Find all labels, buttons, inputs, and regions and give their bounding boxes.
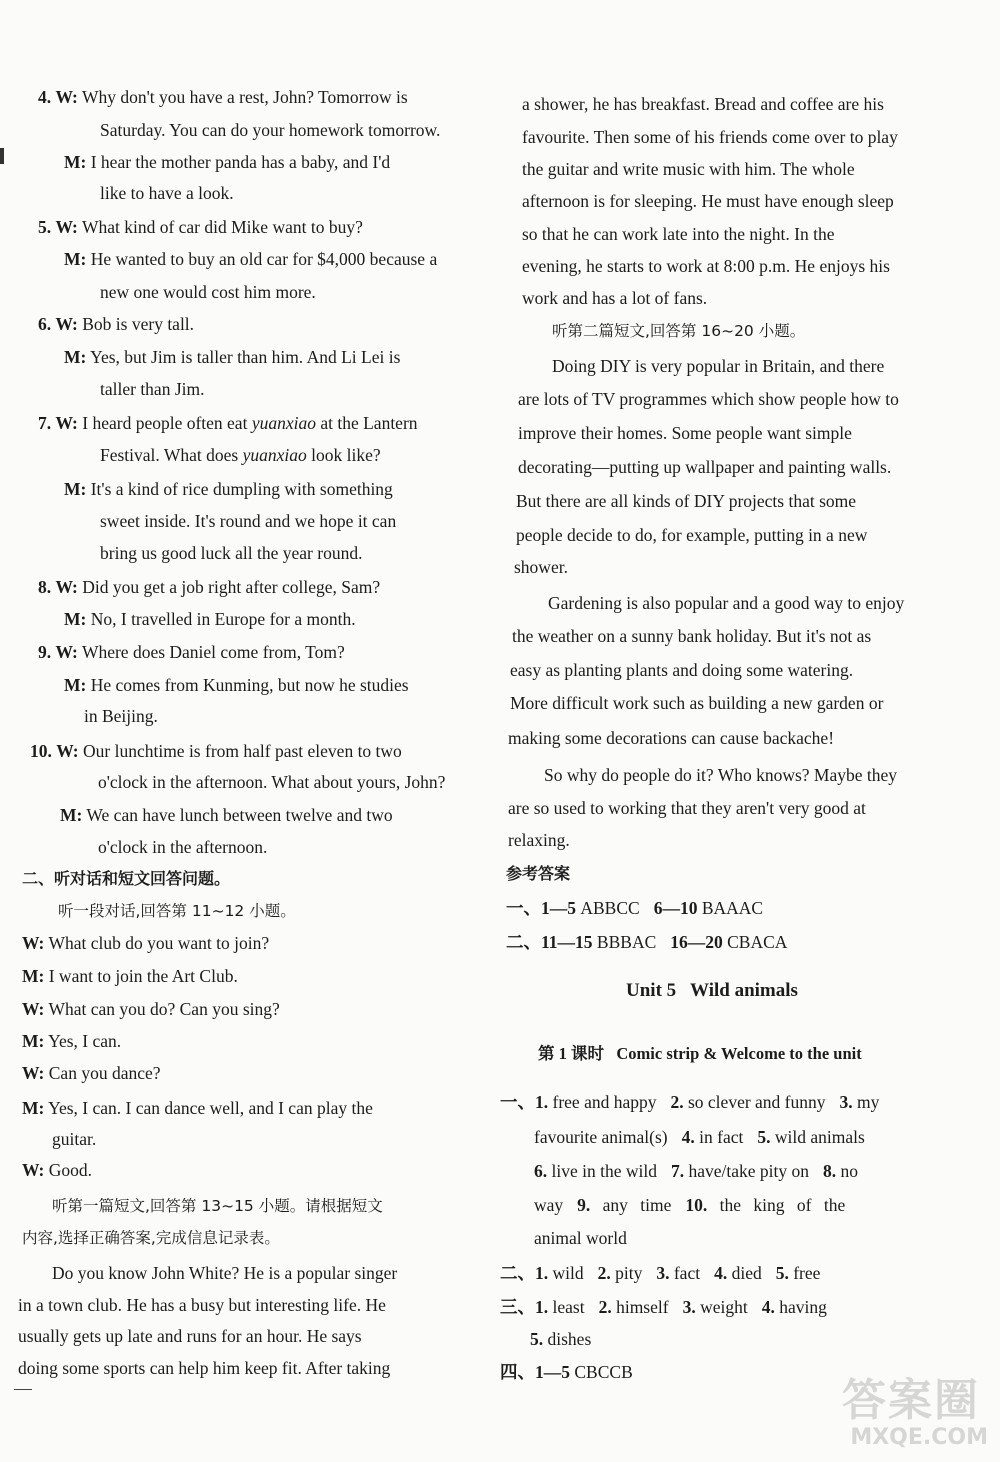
conv-line-2: M: I want to join the Art Club. [22, 966, 238, 986]
dialogue-5-m-line2: new one would cost him more. [100, 282, 316, 302]
passage-2-line-3: improve their homes. Some people want simple [518, 423, 852, 443]
section-2-intro: 听一段对话,回答第 11~12 小题。 [58, 902, 296, 920]
passage-1-cont-line-7: work and has a lot of fans. [522, 288, 708, 308]
ex3-line-2: 5. dishes [530, 1329, 592, 1349]
dialogue-6-m-line1: M: Yes, but Jim is taller than him. And Li Lei is [64, 347, 401, 367]
passage-2-intro: 听第二篇短文,回答第 16~20 小题。 [552, 322, 806, 340]
passage-1-line-2: in a town club. He has a busy but interesting life. He [18, 1295, 386, 1315]
dialogue-10-w-line1: 10. W: Our lunchtime is from half past eleven to two [30, 741, 402, 761]
passage-1-intro-line2: 内容,选择正确答案,完成信息记录表。 [22, 1229, 280, 1247]
dialogue-8-w-line1: 8. W: Did you get a job right after college, Sam? [38, 577, 381, 597]
dialogue-9-m-line1: M: He comes from Kunming, but now he studies [64, 675, 409, 695]
answers-heading: 参考答案 [506, 864, 571, 883]
passage-3-line-5: making some decorations can cause backache! [508, 728, 835, 748]
passage-3-line-1: Gardening is also popular and a good way to enjoy [548, 593, 905, 613]
dialogue-8-m-line1: M: No, I travelled in Europe for a month. [64, 609, 356, 629]
passage-1-line-4: doing some sports can help him keep fit. After taking [18, 1358, 391, 1378]
dialogue-10-m-line2: o'clock in the afternoon. [98, 837, 268, 857]
dialogue-4-m-line2: like to have a look. [100, 183, 234, 203]
footer-dash [14, 1389, 32, 1390]
passage-1-cont-line-1: a shower, he has breakfast. Bread and coffee are his [522, 94, 884, 114]
dialogue-10-w-line2: o'clock in the afternoon. What about yours, John? [98, 772, 446, 792]
ex1-line-3: 6. live in the wild 7. have/take pity on 8. no [534, 1161, 859, 1181]
ex2-line: 二、1. wild 2. pity 3. fact 4. died 5. free [500, 1263, 821, 1283]
passage-2-line-7: shower. [514, 557, 568, 577]
dialogue-7-w-line1: 7. W: I heard people often eat yuanxiao at the Lantern [38, 413, 418, 433]
dialogue-9-w-line1: 9. W: Where does Daniel come from, Tom? [38, 642, 345, 662]
passage-2-line-2: are lots of TV programmes which show people how to [518, 389, 899, 409]
passage-1-cont-line-4: afternoon is for sleeping. He must have enough sleep [522, 191, 894, 211]
passage-3-line-3: easy as planting plants and doing some watering. [510, 660, 854, 680]
ex1-line-4: way 9. any time 10. the king of the [534, 1195, 846, 1215]
dialogue-7-w-line2: Festival. What does yuanxiao look like? [100, 445, 381, 465]
dialogue-5-m-line1: M: He wanted to buy an old car for $4,000 because a [64, 249, 438, 269]
passage-4-line-2: are so used to working that they aren't very good at [508, 798, 866, 818]
dialogue-7-m-line1: M: It's a kind of rice dumpling with something [64, 479, 393, 499]
passage-4-line-3: relaxing. [508, 830, 570, 850]
dialogue-4-w-line2: Saturday. You can do your homework tomorrow. [100, 120, 441, 140]
ex1-line-2: favourite animal(s) 4. in fact 5. wild animals [534, 1127, 865, 1147]
dialogue-10-m-line1: M: We can have lunch between twelve and two [60, 805, 393, 825]
passage-1-line-1: Do you know John White? He is a popular singer [52, 1263, 398, 1283]
conv-line-3: W: What can you do? Can you sing? [22, 999, 280, 1019]
conv-line-8: W: Good. [22, 1160, 93, 1180]
passage-1-cont-line-5: so that he can work late into the night. In the [522, 224, 835, 244]
passage-1-cont-line-6: evening, he starts to work at 8:00 p.m. He enjoys his [522, 256, 890, 276]
passage-3-line-4: More difficult work such as building a new garden or [510, 693, 884, 713]
passage-2-line-1: Doing DIY is very popular in Britain, and there [552, 356, 885, 376]
passage-1-line-3: usually gets up late and runs for an hour. He says [18, 1326, 362, 1346]
ex3-line: 三、1. least 2. himself 3. weight 4. having [500, 1297, 827, 1317]
watermark-logo: 答案圈 MXQE.COM [842, 1375, 988, 1450]
lesson-title: 第 1 课时 Comic strip & Welcome to the unit [538, 1044, 862, 1063]
dialogue-4-m-line1: M: I hear the mother panda has a baby, and I'd [64, 152, 391, 172]
passage-1-intro-line1: 听第一篇短文,回答第 13~15 小题。请根据短文 [52, 1197, 383, 1215]
conv-line-5: W: Can you dance? [22, 1063, 161, 1083]
passage-2-line-4: decorating—putting up wallpaper and painting walls. [518, 457, 892, 477]
dialogue-9-m-line2: in Beijing. [84, 706, 158, 726]
conv-line-1: W: What club do you want to join? [22, 933, 270, 953]
answer-key-line-1: 一、1—5 ABBCC 6—10 BAAAC [506, 898, 764, 918]
dialogue-6-w-line1: 6. W: Bob is very tall. [38, 314, 195, 334]
passage-1-cont-line-2: favourite. Then some of his friends come over to play [522, 127, 898, 147]
dialogue-7-m-line2: sweet inside. It's round and we hope it can [100, 511, 397, 531]
passage-1-cont-line-3: the guitar and write music with him. The whole [522, 159, 855, 179]
passage-3-line-2: the weather on a sunny bank holiday. But it's not as [512, 626, 872, 646]
conv-line-7: guitar. [52, 1129, 97, 1149]
answer-key-line-2: 二、11—15 BBBAC 16—20 CBACA [506, 932, 788, 952]
dialogue-5-w-line1: 5. W: What kind of car did Mike want to buy? [38, 217, 363, 237]
passage-4-line-1: So why do people do it? Who knows? Maybe they [544, 765, 898, 785]
margin-mark [0, 148, 4, 164]
ex1-line-1: 一、1. free and happy 2. so clever and funny 3. my [500, 1092, 880, 1112]
section-2-heading: 二、听对话和短文回答问题。 [22, 869, 231, 888]
conv-line-4: M: Yes, I can. [22, 1031, 122, 1051]
conv-line-6: M: Yes, I can. I can dance well, and I can play the [22, 1098, 373, 1118]
dialogue-6-m-line2: taller than Jim. [100, 379, 205, 399]
passage-2-line-6: people decide to do, for example, putting in a new [516, 525, 868, 545]
dialogue-4-w-line1: 4. W: Why don't you have a rest, John? Tomorrow is [38, 87, 408, 107]
unit-title: Unit 5 Wild animals [626, 980, 798, 1001]
ex1-line-5: animal world [534, 1228, 627, 1248]
ex4-line: 四、1—5 CBCCB [500, 1362, 633, 1382]
passage-2-line-5: But there are all kinds of DIY projects that some [516, 491, 857, 511]
dialogue-7-m-line3: bring us good luck all the year round. [100, 543, 363, 563]
